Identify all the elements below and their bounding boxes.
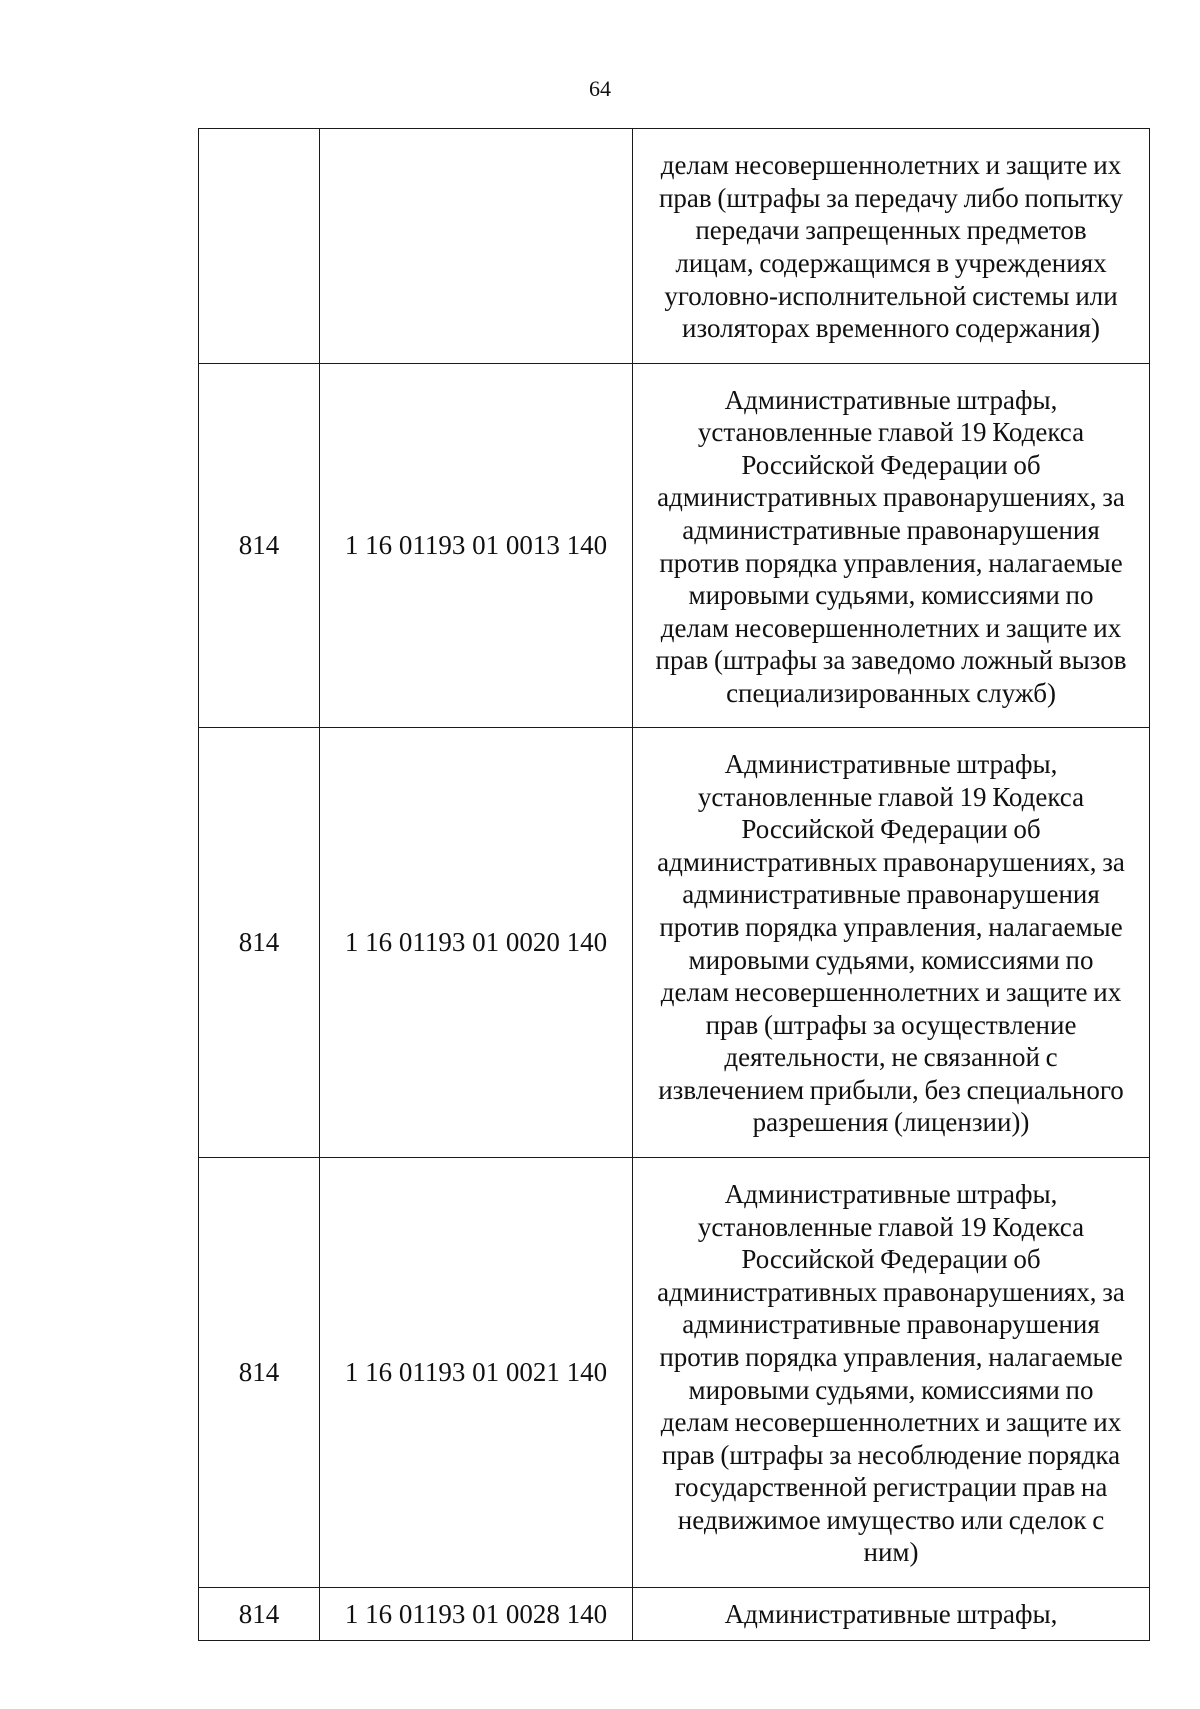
description-line: разрешения (лицензии)): [752, 1107, 1030, 1138]
description-line: Административные штрафы,: [724, 384, 1058, 415]
description-line: против порядка управления, налагаемые: [659, 547, 1123, 578]
description-line: Российской Федерации об: [741, 814, 1041, 845]
description-line: мировыми судьями, комиссиями по: [688, 580, 1094, 611]
description-line: прав (штрафы за заведомо ложный вызов: [655, 645, 1127, 676]
description-line: лицам, содержащимся в учреждениях: [675, 248, 1107, 278]
description-cell: [633, 1588, 1150, 1641]
page-number: 64: [589, 76, 611, 101]
administrator-code-cell: 814: [199, 1158, 320, 1588]
description-line: установленные главой 19 Кодекса: [697, 781, 1085, 812]
table-row: [199, 1158, 1150, 1588]
description-cell: [633, 1158, 1150, 1588]
description-cell: [633, 364, 1150, 728]
administrator-code-cell: 814: [199, 364, 320, 728]
description-line: деятельности, не связанной с: [724, 1042, 1058, 1073]
description-line: ним): [863, 1537, 919, 1568]
description-line: установленные главой 19 Кодекса: [697, 417, 1085, 448]
description-cell: [633, 129, 1150, 364]
description-line: мировыми судьями, комиссиями по: [688, 944, 1094, 975]
description-line: административные правонарушения: [682, 514, 1100, 545]
description-line: делам несовершеннолетних и защите их: [660, 150, 1122, 181]
description-line: передачи запрещенных предметов: [695, 215, 1087, 246]
administrator-code-cell: 814: [199, 1588, 320, 1641]
description-line: административные правонарушения: [682, 1309, 1100, 1340]
description-line: административные правонарушения: [682, 879, 1100, 910]
description-line: против порядка управления, налагаемые: [659, 1341, 1123, 1372]
description-line: прав (штрафы за осуществление: [705, 1009, 1077, 1040]
description-line: государственной регистрации прав на: [674, 1472, 1108, 1503]
administrator-code-cell: 814: [199, 728, 320, 1158]
table-body: [199, 129, 1150, 1641]
table-row: [199, 728, 1150, 1158]
description-line: делам несовершеннолетних и защите их: [660, 612, 1122, 643]
budget-classification-table: [198, 128, 1150, 1641]
description-line: административных правонарушениях, за: [657, 1276, 1125, 1307]
description-line: Административные штрафы,: [724, 1598, 1058, 1629]
description-line: прав (штрафы за несоблюдение порядка: [661, 1439, 1121, 1470]
description-line: делам несовершеннолетних и защите их: [660, 977, 1122, 1008]
description-line: прав (штрафы за передачу либо попытку: [658, 182, 1124, 213]
administrator-code-cell: [199, 129, 320, 364]
description-line: Административные штрафы,: [724, 1178, 1058, 1209]
description-line: против порядка управления, налагаемые: [659, 911, 1123, 942]
table-row: [199, 364, 1150, 728]
description-line: Российской Федерации об: [741, 1244, 1041, 1275]
description-line: изоляторах временного содержания): [682, 313, 1100, 344]
description-line: Российской Федерации об: [741, 449, 1041, 480]
description-line: установленные главой 19 Кодекса: [697, 1211, 1085, 1242]
table-row: [199, 1588, 1150, 1641]
kbk-code-cell: 1 16 01193 01 0020 140: [320, 728, 633, 1158]
kbk-code-cell: 1 16 01193 01 0013 140: [320, 364, 633, 728]
kbk-code-cell: [320, 129, 633, 364]
table-row: [199, 129, 1150, 364]
description-line: специализированных служб): [726, 677, 1056, 708]
description-line: недвижимое имущество или сделок с: [677, 1504, 1105, 1535]
description-line: Административные штрафы,: [724, 748, 1058, 779]
kbk-code-cell: 1 16 01193 01 0021 140: [320, 1158, 633, 1588]
description-line: уголовно-исполнительной системы или: [664, 280, 1118, 311]
description-line: извлечением прибыли, без специального: [658, 1074, 1124, 1105]
description-line: административных правонарушениях, за: [657, 846, 1125, 877]
description-line: делам несовершеннолетних и защите их: [660, 1407, 1122, 1438]
description-line: мировыми судьями, комиссиями по: [688, 1374, 1094, 1405]
kbk-code-cell: 1 16 01193 01 0028 140: [320, 1588, 633, 1641]
description-line: административных правонарушениях, за: [657, 482, 1125, 513]
description-cell: [633, 728, 1150, 1158]
